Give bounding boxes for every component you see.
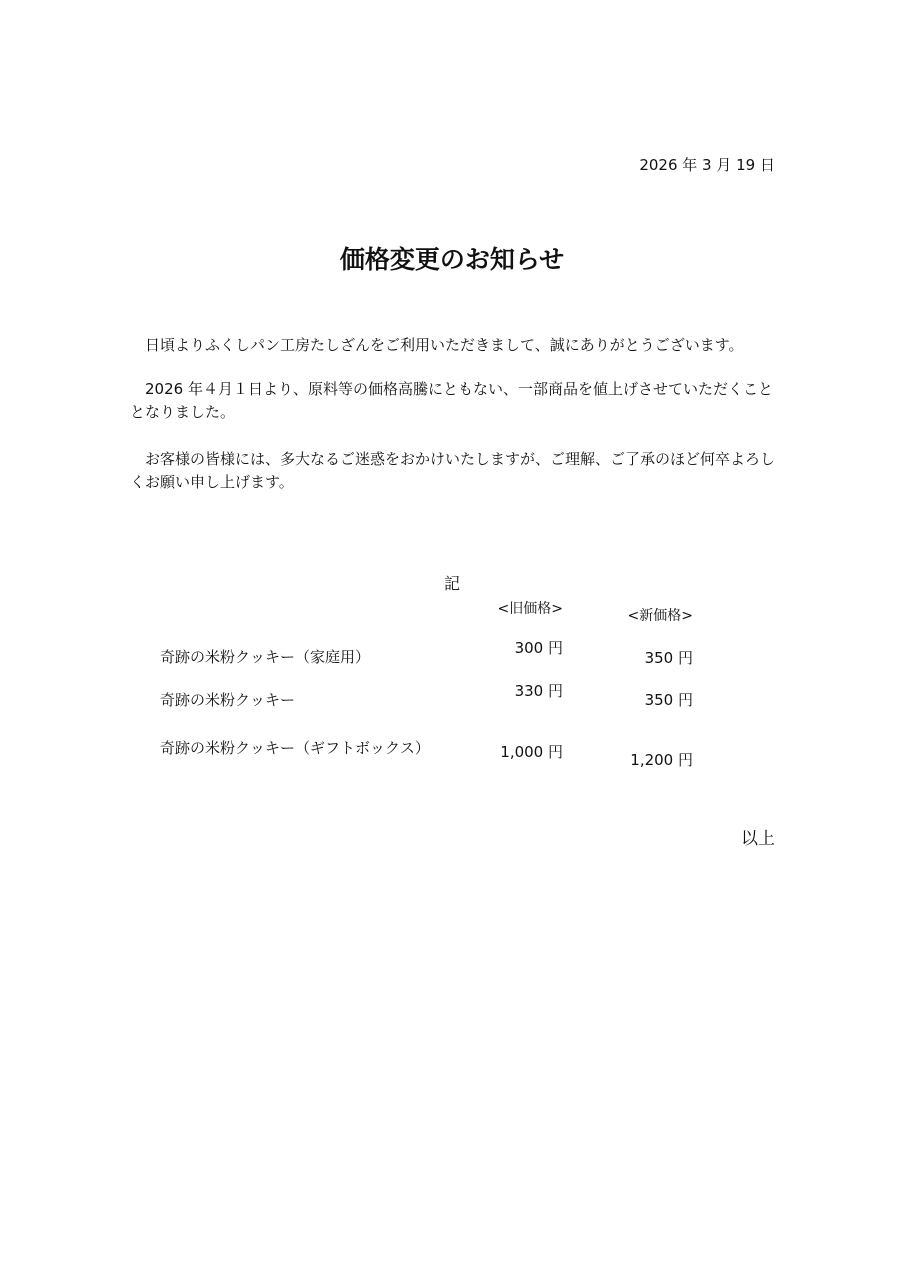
closing-mark: 以上 (741, 829, 775, 849)
ki-heading: 記 (443, 574, 460, 593)
old-price-header: <旧価格> (497, 601, 563, 617)
new-price-header: <新価格> (627, 608, 693, 624)
item-old-price: 330 円 (514, 682, 563, 700)
item-new-price: 350 円 (644, 691, 693, 709)
item-name: 奇跡の米粉クッキー（ギフトボックス） (160, 739, 430, 757)
page-title: 価格変更のお知らせ (339, 245, 565, 274)
price-change-paragraph: 2026 年４月１日より、原料等の価格高騰にともない、一部商品を値上げさせていただくこととなりました。 (130, 380, 773, 421)
item-new-price: 350 円 (644, 649, 693, 667)
document-date: 2026 年 3 月 19 日 (639, 156, 775, 174)
item-name: 奇跡の米粉クッキー（家庭用） (160, 648, 371, 666)
apology-paragraph: お客様の皆様には、多大なるご迷惑をおかけいたしますが、ご理解、ご了承のほど何卒よろしくお願い申し上げます。 (130, 450, 776, 491)
item-name: 奇跡の米粉クッキー (160, 691, 296, 709)
item-old-price: 1,000 円 (500, 743, 563, 761)
item-old-price: 300 円 (514, 639, 563, 657)
item-new-price: 1,200 円 (630, 751, 693, 769)
greeting-paragraph: 日頃よりふくしパン工房たしざんをご利用いただきまして、誠にありがとうございます。 (145, 336, 744, 354)
